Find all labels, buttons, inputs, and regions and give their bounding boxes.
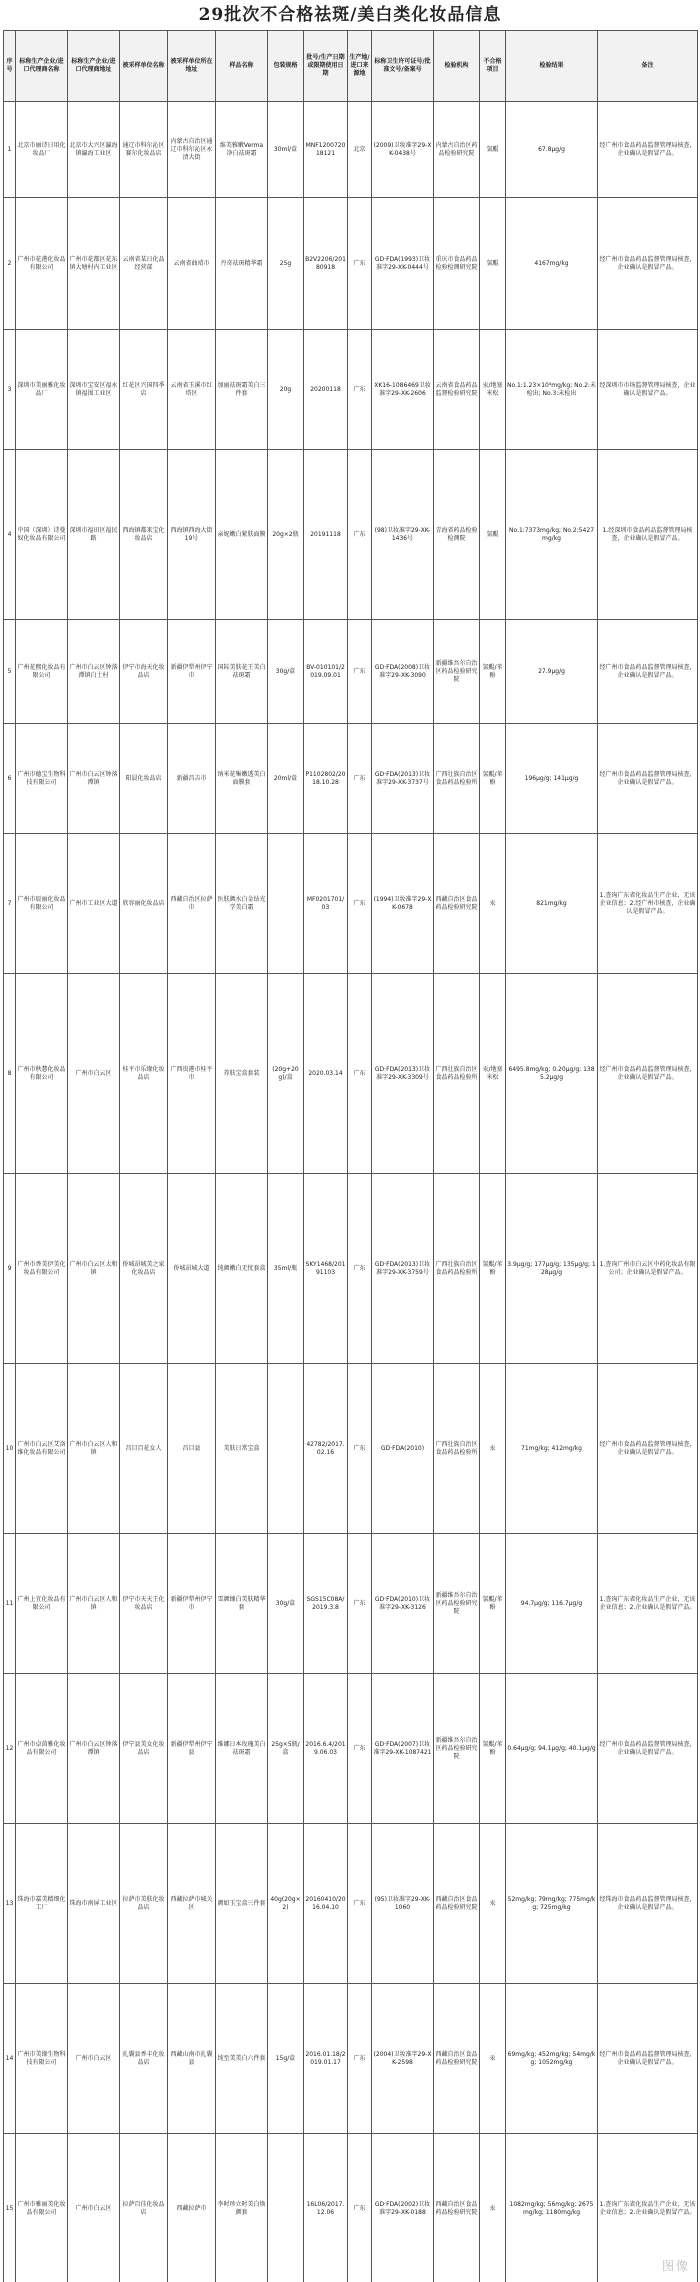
cell-address: 珠海市南屏工业区 [68,1824,120,1984]
cell-no: 12 [4,1674,16,1824]
cell-license: (2004)卫妆准字29-XK-2598 [372,1984,434,2134]
cell-product: 国际美肤花王美白祛斑霜 [216,620,268,724]
cell-address: 广州市工业区大道 [68,834,120,974]
cell-product: 颜如玉宝盒三件套 [216,1824,268,1984]
cell-license: GD·FDA(2010) [372,1364,434,1534]
cell-address: 广州市白云区 [68,1984,120,2134]
table-row [4,834,698,974]
cell-note: 1.查询广东省化妆品生产企业，无该企业信息；2.经广州市核查，企业确认是假冒产品。 [598,834,698,974]
cell-item: 氢醌/苯酚 [480,1674,506,1824]
cell-sampler-addr: 西藏拉萨市城关区 [168,1824,216,1984]
cell-address: 深圳市福田区福民路 [68,450,120,620]
cell-lab: 新疆维吾尔自治区药品检验研究院 [434,1674,480,1824]
cell-no: 7 [4,834,16,974]
cell-address: 广州市白云区人和镇 [68,1364,120,1534]
cell-address: 北京市大兴区瀛海镇瀛海工业区 [68,102,120,198]
cell-note: 经广州市食品药品监督管理局核查，企业确认是假冒产品。 [598,198,698,330]
cell-sampler-addr: 西藏自治区拉萨市 [168,834,216,974]
cell-item: 汞 [480,1984,506,2134]
header-cell: 生产地/进口来源地 [348,31,372,102]
cell-lab: 新疆维吾尔自治区药品检验研究院 [434,1534,480,1674]
header-cell: 检验结果 [506,31,598,102]
cell-result: 6495.8mg/kg; 0.20μg/g; 1385.2μg/g [506,974,598,1174]
cell-batch: 2020.03.14 [304,974,348,1174]
cell-lab: 西藏自治区食品药品检验研究院 [434,1984,480,2134]
cell-note: 1.查询广州市白云区中药化妆品有限公司；企业确认是假冒产品。 [598,1174,698,1364]
cell-batch: MNF120072018121 [304,102,348,198]
cell-origin: 广东 [348,2134,372,2282]
cell-spec: 20g [268,330,304,450]
cell-license: GD·FDA(2002)卫妆准字29-XK-0188 [372,2134,434,2282]
header-cell: 序号 [4,31,16,102]
table-row [4,198,698,330]
cell-note: 经珠海市食品药品监督管理局核查，企业确认是假冒产品。 [598,1824,698,1984]
table-row [4,1984,698,2134]
cell-address: 广州市白云区钟落潭镇 [68,724,120,834]
table-row [4,724,698,834]
cell-origin: 广东 [348,724,372,834]
cell-sampler: 侨城昂城美之家化妆品店 [120,1174,168,1364]
cell-spec: 30g/盒 [268,1534,304,1674]
cell-license: GD·FDA(2013)卫妆准字29-XK-3759号 [372,1174,434,1364]
cell-lab: 新疆维吾尔自治区药品检验研究院 [434,620,480,724]
cell-company: 广州市德宝生物科技有限公司 [16,724,68,834]
cell-sampler-addr: 新疆伊犁州伊宁市 [168,620,216,724]
cell-result: 196μg/g; 141μg/g [506,724,598,834]
cell-note: 经广州市食品药品监督管理局核查，企业确认是假冒产品。 [598,974,698,1174]
cell-batch: 20191118 [304,450,348,620]
cell-sampler-addr: 侨城昂城大道 [168,1174,216,1364]
cell-origin: 广东 [348,834,372,974]
cell-lab: 青海省药品检验检测院 [434,450,480,620]
cell-result: 52mg/kg; 79mg/kg; 775mg/kg; 725mg/kg [506,1824,598,1984]
cell-lab: 云南省食品药品监督检验研究院 [434,330,480,450]
header-cell: 被采样单位名称 [120,31,168,102]
table-body [4,102,698,2282]
cell-spec: 25g×5瓶/盒 [268,1674,304,1824]
cell-no: 10 [4,1364,16,1534]
cell-item: 氢醌 [480,102,506,198]
cell-address: 广州市花都区花东镇大塘村内工业区 [68,198,120,330]
cell-company: 广州市辰丽化妆品有限公司 [16,834,68,974]
cell-item: 氢醌/苯酚 [480,620,506,724]
cell-no: 9 [4,1174,16,1364]
cell-note: 经广州市食品药品监督管理局核查，企业确认是假冒产品。 [598,102,698,198]
cell-lab: 西藏自治区食品药品检验研究院 [434,834,480,974]
cell-license: (98)卫妆准字29-XK-1436号 [372,450,434,620]
cell-lab: 广西壮族自治区食品药品检验所 [434,1174,480,1364]
cell-item: 汞 [480,1824,506,1984]
cell-product: 美肤日常宝盒 [216,1364,268,1534]
cell-no: 2 [4,198,16,330]
cell-license: GD·FDA(2010)卫妆准字29-XK-3126 [372,1534,434,1674]
cell-address: 广州市白云区钟落潭镇白土村 [68,620,120,724]
cell-product: 纳米花集嫩透美白面膜套 [216,724,268,834]
cell-address: 广州市白云区太和镇 [68,1174,120,1364]
cell-product: 维娜日本玫瑰美白祛斑霜 [216,1674,268,1824]
cell-sampler: 拉萨百佳化妆品店 [120,2134,168,2282]
cell-sampler: 云南省某日化品经营部 [120,198,168,330]
cell-spec: 35ml/瓶 [268,1174,304,1364]
cell-sampler: 桂平市乐缘化妆品店 [120,974,168,1174]
cell-address: 广州市白云区 [68,2134,120,2282]
cell-batch: P1102802/2018.10.28 [304,724,348,834]
cell-batch: B2V2206/20180918 [304,198,348,330]
header-cell: 样品名称 [216,31,268,102]
cell-origin: 广东 [348,330,372,450]
results-table [3,30,698,2282]
cell-product: 医肤颜水白金钻光学美白霜 [216,834,268,974]
cell-sampler: 伊宁县美女化妆品店 [120,1674,168,1824]
cell-note: 1.经深圳市食品药品监督管理局核查，企业确认是假冒产品。 [598,450,698,620]
cell-sampler-addr: 西海镇西海大街19号 [168,450,216,620]
cell-origin: 广东 [348,198,372,330]
cell-result: No.1:1.23×10⁴mg/kg; No.2:未检出; No.3:未检出 [506,330,598,450]
cell-company: 广州市花港化妆品有限公司 [16,198,68,330]
cell-sampler: 通辽市科尔沁区赛尔化妆品店 [120,102,168,198]
header-cell: 不合格项目 [480,31,506,102]
cell-note: 经广州市食品药品监督管理局核查，企业确认是假冒产品。 [598,620,698,724]
cell-license: (95)卫妆准字29-XK-1060 [372,1824,434,1984]
cell-product: 亲妮嫩白紧肤面膜 [216,450,268,620]
cell-item: 氢醌 [480,450,506,620]
header-cell: 标称卫生许可证号/批准文号/备案号 [372,31,434,102]
cell-no: 6 [4,724,16,834]
cell-spec: 30ml/盒 [268,102,304,198]
cell-item: 氢醌 [480,198,506,330]
cell-no: 5 [4,620,16,724]
cell-address: 广州市白云区钟落潭镇 [68,1674,120,1824]
cell-sampler-addr: 西藏拉萨市 [168,2134,216,2282]
cell-item: 氢醌/苯酚 [480,724,506,834]
cell-lab: 西藏自治区食品药品检验研究院 [434,1824,480,1984]
cell-company: 广州市白云区艾洛维化妆品有限公司 [16,1364,68,1534]
cell-license: GD·FDA(2007)卫妆准字29-XK-1087421 [372,1674,434,1824]
cell-result: 0.64μg/g; 94.1μg/g; 40.1μg/g [506,1674,598,1824]
cell-result: 67.8μg/g [506,102,598,198]
cell-note: 经广州市食品药品监督管理局核查，企业确认是假冒产品。 [598,1984,698,2134]
cell-result: 94.7μg/g; 116.7μg/g [506,1534,598,1674]
table-row [4,330,698,450]
cell-product: 纯至美美白六件套 [216,1984,268,2134]
header-cell: 标称生产企业/进口代理商地址 [68,31,120,102]
cell-note: 经广州市食品药品监督管理局核查，企业确认是假冒产品。 [598,724,698,834]
cell-spec: 20ml/盒 [268,724,304,834]
cell-spec: 30g/盒 [268,620,304,724]
cell-company: 北京市丽诗日用化妆品厂 [16,102,68,198]
cell-product: 雪颜臻白美肤精华套 [216,1534,268,1674]
header-cell: 批号/生产日期或限期使用日期 [304,31,348,102]
cell-batch: SKY1468/20191103 [304,1174,348,1364]
cell-result: 27.9μg/g [506,620,598,724]
cell-origin: 广东 [348,1984,372,2134]
cell-sampler-addr: 云南省玉溪市红塔区 [168,330,216,450]
cell-spec: 25g [268,198,304,330]
table-row [4,1534,698,1674]
table-row [4,1174,698,1364]
cell-company: 珠海市嘉美精细化工厂 [16,1824,68,1984]
cell-origin: 广东 [348,620,372,724]
cell-origin: 广东 [348,974,372,1174]
cell-lab: 广西壮族自治区食品药品检验所 [434,1364,480,1534]
cell-address: 广州市白云区人和镇 [68,1534,120,1674]
cell-origin: 广东 [348,1174,372,1364]
cell-sampler: 伊宁市海天化妆品店 [120,620,168,724]
table-row [4,1674,698,1824]
cell-spec [268,1364,304,1534]
cell-lab: 西藏自治区食品药品检验研究院 [434,2134,480,2282]
cell-spec: 15g/盒 [268,1984,304,2134]
cell-spec [268,834,304,974]
header-cell: 检验机构 [434,31,480,102]
cell-note: 经广州市食品药品监督管理局核查，企业确认是假冒产品。 [598,1674,698,1824]
cell-result: No.1:7373mg/kg; No.2:5427mg/kg [506,450,598,620]
cell-batch: 42782/2017.02.16 [304,1364,348,1534]
cell-sampler: 红花区兴国四季店 [120,330,168,450]
cell-result: 4167mg/kg [506,198,598,330]
table-row [4,1824,698,1984]
header-cell: 包装规格 [268,31,304,102]
cell-license: (1994)卫妆准字29-XK-0678 [372,834,434,974]
table-row [4,620,698,724]
cell-batch: 16L06/2017.12.06 [304,2134,348,2282]
cell-sampler: 昌目百花女人 [120,1364,168,1534]
cell-address: 广州市白云区 [68,974,120,1174]
header-cell: 备注 [598,31,698,102]
cell-spec: 20g×2瓶 [268,450,304,620]
cell-company: 深圳市美丽雅化妆品厂 [16,330,68,450]
cell-origin: 广东 [348,1534,372,1674]
cell-no: 15 [4,2134,16,2282]
cell-no: 3 [4,330,16,450]
cell-sampler-addr: 新疆昌吉市 [168,724,216,834]
cell-license: (2009)卫妆准字29-XK-0438号 [372,102,434,198]
cell-sampler-addr: 新疆伊犁州伊宁市 [168,1534,216,1674]
cell-sampler-addr: 云南省曲靖市 [168,198,216,330]
cell-license: GD·FDA(2013)卫妆准字29-XK-3737号 [372,724,434,834]
cell-item: 汞/地塞米松 [480,974,506,1174]
cell-sampler-addr: 新疆伊犁州伊宁县 [168,1674,216,1824]
cell-note: 经深圳市市场监督管理局核查，企业确认是假冒产品。 [598,330,698,450]
cell-lab: 广西壮族自治区食品药品检验所 [434,724,480,834]
cell-note: 1.查询广东省化妆品生产企业，无该企业信息；2.企业确认是假冒产品。 [598,1534,698,1674]
cell-sampler: 西海镇都来宝化妆品店 [120,450,168,620]
cell-spec: (20g+20g)/盒 [268,974,304,1174]
cell-batch: 2016.6.4/2019.06.03 [304,1674,348,1824]
cell-lab: 重庆市食品药品检验检测研究院 [434,198,480,330]
cell-no: 14 [4,1984,16,2134]
cell-item: 汞 [480,1364,506,1534]
cell-lab: 广西壮族自治区食品药品检验所 [434,974,480,1174]
cell-company: 广州市美缘生物科技有限公司 [16,1984,68,2134]
cell-result: 1082mg/kg; 56mg/kg; 2675mg/kg; 1180mg/kg [506,2134,598,2282]
cell-spec [268,2134,304,2282]
cell-company: 广州市卓茵雅化妆品有限公司 [16,1674,68,1824]
cell-result: 821mg/kg [506,834,598,974]
cell-product: 加丽祛斑霜美白三件套 [216,330,268,450]
cell-item: 汞 [480,834,506,974]
cell-item: 汞/地塞米松 [480,330,506,450]
table-row [4,450,698,620]
cell-note: 经广州市食品药品监督管理局核查，企业确认是假冒产品。 [598,1364,698,1534]
cell-origin: 广东 [348,450,372,620]
table-row [4,2134,698,2282]
cell-lab: 内蒙古自治区药品检验研究院 [434,102,480,198]
watermark: 图像 [661,2259,690,2273]
cell-batch: 20200118 [304,330,348,450]
header-cell: 被采样单位所在地址 [168,31,216,102]
cell-sampler-addr: 昌目县 [168,1364,216,1534]
cell-batch: BV-010101/2019.09.01 [304,620,348,724]
cell-no: 11 [4,1534,16,1674]
cell-sampler: 拉萨市美肤化妆品店 [120,1824,168,1984]
cell-origin: 广东 [348,1674,372,1824]
cell-sampler: 阳晨化妆品店 [120,724,168,834]
cell-sampler-addr: 内蒙古自治区通辽市科尔沁区永清大街 [168,102,216,198]
cell-company: 广州市香美伊美化妆品有限公司 [16,1174,68,1364]
cell-batch: 20160410/2016.04.10 [304,1824,348,1984]
cell-item: 汞 [480,2134,506,2282]
cell-sampler: 扎囊县香丰化妆品店 [120,1984,168,2134]
cell-batch: 2016.01.18/2019.01.17 [304,1984,348,2134]
table-row [4,974,698,1174]
cell-note: 1.查询广东省化妆品生产企业，无该企业信息；2.企业确认是假冒产品。 [598,2134,698,2282]
cell-origin: 北京 [348,102,372,198]
cell-sampler-addr: 西藏山南市扎囊县 [168,1984,216,2134]
cell-origin: 广东 [348,1824,372,1984]
cell-license: GD·FDA(1993)卫妆准字29-XK-0444号 [372,198,434,330]
cell-item: 氢醌/苯酚 [480,1174,506,1364]
cell-result: 3.9μg/g; 177μg/g; 135μg/g; 128μg/g [506,1174,598,1364]
cell-no: 8 [4,974,16,1174]
cell-license: XK16-1086469卫妆准字29-XK-2606 [372,330,434,450]
cell-sampler: 伊宁市天天王化妆品店 [120,1534,168,1674]
cell-no: 13 [4,1824,16,1984]
cell-product: 维美雅嫩Verma净白祛斑霜 [216,102,268,198]
table-row [4,102,698,198]
cell-product: 纯颜嫩白无忧套盒 [216,1174,268,1364]
cell-batch: SGS15C08A/2019.3.8 [304,1534,348,1674]
cell-product: 养肤宝盒套装 [216,974,268,1174]
cell-company: 广州市雅丽美化妆品有限公司 [16,2134,68,2282]
cell-address: 深圳市宝安区福永镇福围工业区 [68,330,120,450]
cell-license: GD·FDA(2013)卫妆准字29-XK-3309号 [372,974,434,1174]
cell-product: 丹奇祛斑精华霜 [216,198,268,330]
cell-company: 中国（深圳）诗曼奴化妆品有限公司 [16,450,68,620]
cell-company: 广州市秋慧化妆品有限公司 [16,974,68,1174]
cell-spec: 40g(20g×2) [268,1824,304,1984]
cell-origin: 广东 [348,1364,372,1534]
cell-no: 1 [4,102,16,198]
page-title: 29批次不合格祛斑/美白类化妆品信息 [198,5,502,25]
table-header-row [4,31,698,102]
cell-sampler-addr: 广西贵港市桂平市 [168,974,216,1174]
cell-license: GD·FDA(2008)卫妆准字29-XK-3090 [372,620,434,724]
table-row [4,1364,698,1534]
cell-company: 广州花熙化妆品有限公司 [16,620,68,724]
cell-no: 4 [4,450,16,620]
cell-item: 氢醌/苯酚 [480,1534,506,1674]
cell-product: 李时珍立时美白焕颜套 [216,2134,268,2282]
cell-result: 71mg/kg; 412mg/kg [506,1364,598,1534]
header-cell: 标称生产企业/进口代理商名称 [16,31,68,102]
cell-company: 广州上宜化妆品有限公司 [16,1534,68,1674]
cell-sampler: 欣容丽化妆品店 [120,834,168,974]
cell-batch: MF0201701/03 [304,834,348,974]
cell-result: 69mg/kg; 452mg/kg; 54mg/kg; 1052mg/kg [506,1984,598,2134]
